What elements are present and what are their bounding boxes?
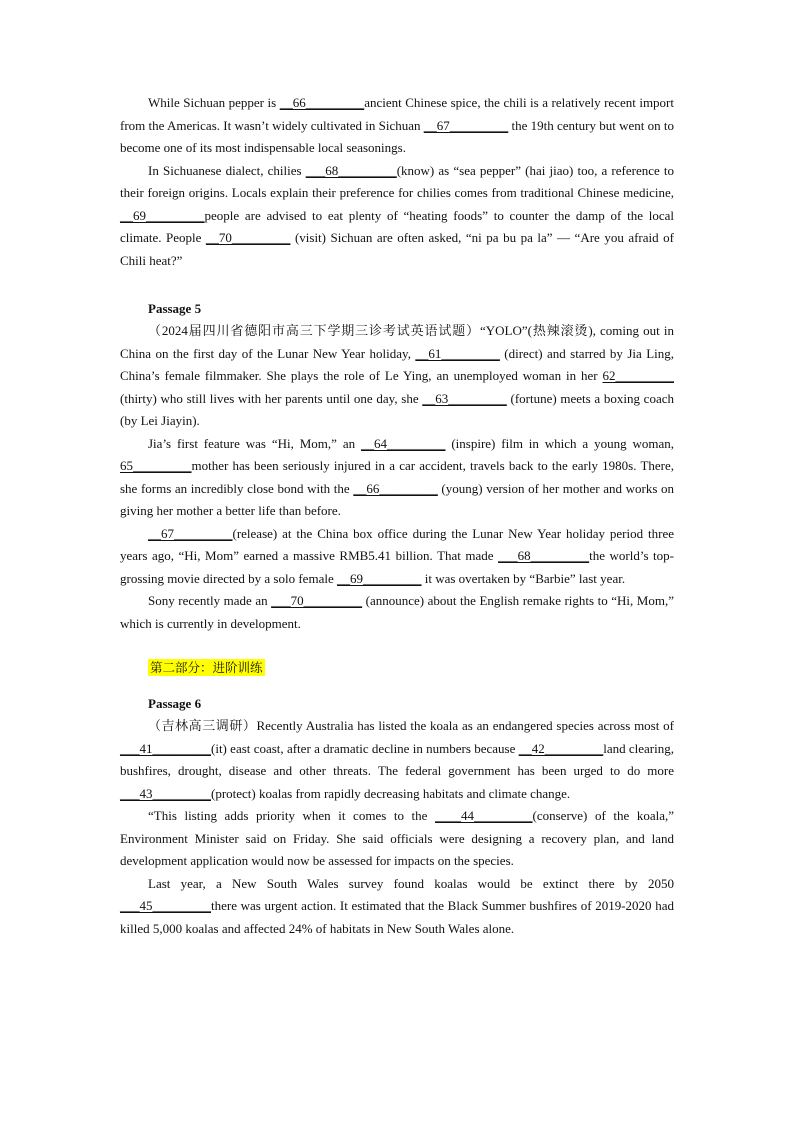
text-run: (know) as “sea pepper” (hai jiao) too, a reference to their foreign origins. Locals explain their preference for chilies comes from traditional Chinese medicine, bbox=[120, 162, 675, 200]
text-run: (thirty) who still lives with her parents until one day, she bbox=[120, 390, 423, 406]
text-run: (announce) about the English remake rights to “Hi, Mom,” which is currently in development. bbox=[120, 593, 674, 631]
text-run: While Sichuan pepper is bbox=[148, 95, 280, 110]
text-run: (conserve) of the koala,” Environment Minister said on Friday. She said officials were designing a recovery plan, and land development application would now be assessed for impacts on the species. bbox=[120, 808, 674, 868]
text-run: （2024届四川省德阳市高三下学期三诊考试英语试题）“YOLO”(热辣滚烫), coming out in China on the first day of the Lunar New Year holiday, bbox=[120, 323, 674, 361]
passage5-paragraph-2 bbox=[120, 433, 674, 523]
text-run: it was overtaken by “Barbie” last year. bbox=[421, 570, 626, 586]
answer-blank[interactable]: __42_________ bbox=[518, 740, 604, 756]
text-run: (fortune) meets a boxing coach (by Lei Jiayin). bbox=[120, 390, 674, 428]
answer-blank[interactable]: ____44_________ bbox=[435, 808, 533, 823]
text-run: there was urgent action. It estimated that the Black Summer bushfires of 2019-2020 had killed 5,000 koalas and affected 24% of habitats in New South Wales alone. bbox=[120, 898, 674, 936]
text-run: (it) east coast, after a dramatic decline in numbers because bbox=[211, 740, 519, 756]
passage6-paragraph-2 bbox=[120, 805, 674, 873]
section2-label: 第二部分：进阶训练 bbox=[150, 660, 263, 675]
answer-blank[interactable]: __69_________ bbox=[120, 207, 205, 223]
passage5-paragraph-1 bbox=[120, 320, 674, 433]
answer-blank[interactable]: 65_________ bbox=[120, 458, 192, 473]
answer-blank[interactable]: __69_________ bbox=[336, 570, 422, 586]
answer-blank[interactable]: ___41_________ bbox=[120, 740, 211, 756]
answer-blank[interactable]: __66_________ bbox=[353, 480, 438, 496]
text-run: Sony recently made an bbox=[148, 593, 272, 608]
passage4-paragraph-1 bbox=[120, 92, 674, 160]
text-run: (visit) Sichuan are often asked, “ni pa bu pa la” — “Are you afraid of Chili heat?” bbox=[120, 230, 674, 268]
answer-blank[interactable]: __66_________ bbox=[279, 95, 365, 110]
passage5-paragraph-4 bbox=[120, 590, 674, 635]
text-run: In Sichuanese dialect, chilies bbox=[148, 162, 306, 178]
text-run: Jia’s first feature was “Hi, Mom,” an bbox=[148, 435, 361, 451]
text-run: the world’s top-grossing movie directed by a solo female bbox=[120, 548, 674, 586]
text-run: (release) at the China box office during the Lunar New Year holiday period three years ago, “Hi, Mom” earned a massive RMB5.41 billion. That made bbox=[120, 525, 674, 563]
text-run: (young) version of her mother and works on giving her mother a better life than before. bbox=[120, 480, 674, 518]
document-page bbox=[120, 92, 674, 940]
answer-blank[interactable]: 62_________ bbox=[602, 368, 674, 383]
text-run: (inspire) film in which a young woman, bbox=[445, 435, 674, 451]
passage5-heading: Passage 5 bbox=[148, 301, 202, 316]
passage5-paragraph-3 bbox=[120, 523, 674, 591]
answer-blank[interactable]: ___45_________ bbox=[120, 898, 211, 913]
answer-blank[interactable]: __70_________ bbox=[205, 230, 291, 245]
text-run: (protect) koalas from rapidly decreasing habitats and climate change. bbox=[211, 785, 571, 801]
passage6-paragraph-1 bbox=[120, 715, 674, 805]
answer-blank[interactable]: ___70_________ bbox=[271, 593, 363, 608]
text-run: people are advised to eat plenty of “heating foods” to counter the damp of the local climate. People bbox=[120, 207, 674, 245]
section2-row bbox=[120, 657, 674, 679]
passage4-paragraph-2 bbox=[120, 160, 674, 273]
passage6-paragraph-3 bbox=[120, 873, 674, 941]
text-run: ancient Chinese spice, the chili is a relatively recent import from the Americas. It wasn’t widely cultivated in Sichuan bbox=[120, 95, 674, 133]
answer-blank[interactable]: ___68_________ bbox=[305, 162, 397, 178]
passage6-heading: Passage 6 bbox=[148, 696, 202, 711]
text-run: “This listing adds priority when it comes to the bbox=[148, 808, 436, 823]
answer-blank[interactable]: ___68_________ bbox=[498, 548, 590, 563]
text-run: mother has been seriously injured in a car accident, travels back to the early 1980s. There, she forms an incredibly close bond with the bbox=[120, 458, 674, 496]
answer-blank[interactable]: __64_________ bbox=[360, 435, 446, 451]
answer-blank[interactable]: ___43_________ bbox=[120, 785, 211, 801]
text-run: land clearing, bushfires, drought, disease and other threats. The federal government has been urged to do more bbox=[120, 740, 675, 778]
answer-blank[interactable]: __67_________ bbox=[148, 525, 233, 541]
answer-blank[interactable]: __63_________ bbox=[422, 390, 507, 406]
text-run: Last year, a New South Wales survey found koalas would be extinct there by 2050 bbox=[148, 875, 674, 891]
text-run: （吉林高三调研）Recently Australia has listed the koala as an endangered species across most of bbox=[148, 718, 674, 733]
answer-blank[interactable]: __61_________ bbox=[415, 345, 500, 361]
answer-blank[interactable]: __67_________ bbox=[423, 117, 509, 133]
text-run: (direct) and starred by Jia Ling, China’s female filmmaker. She plays the role of Le Ying, an unemployed woman in her bbox=[120, 345, 674, 383]
text-run: the 19th century but went on to become one of its most indispensable local seasonings. bbox=[120, 117, 674, 155]
